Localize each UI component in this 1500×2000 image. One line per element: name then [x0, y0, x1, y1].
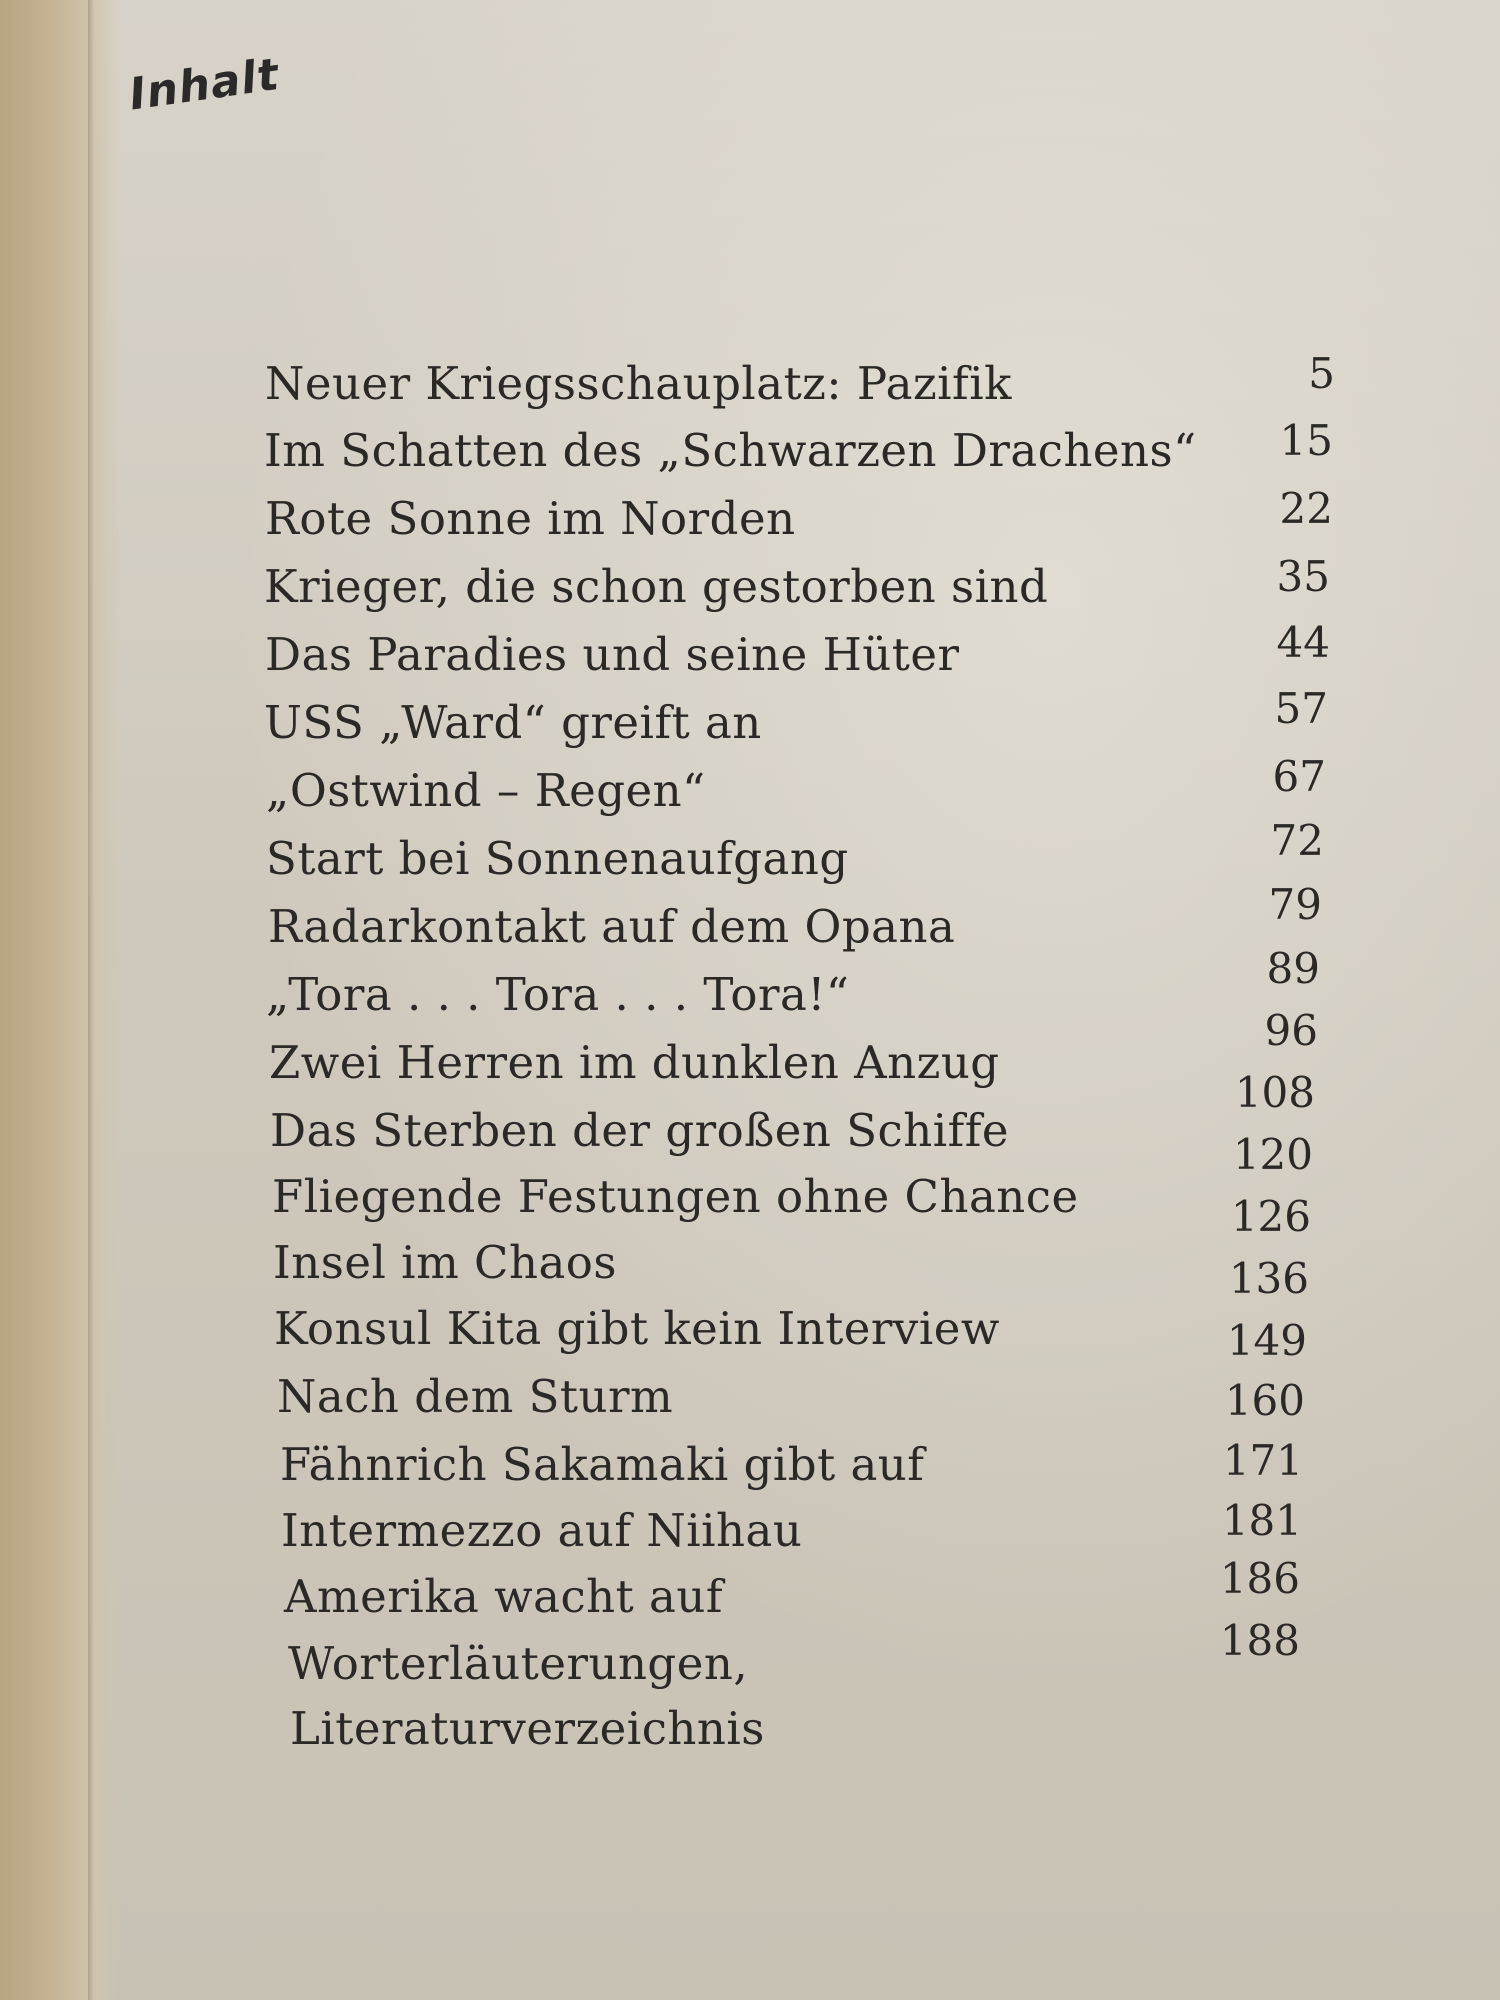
toc-entry [280, 1431, 1280, 1491]
toc-entry-title: Neuer Kriegsschauplatz: Pazifik [265, 357, 1012, 410]
toc-entry [266, 961, 1266, 1021]
toc-entry-page-number: 149 [1226, 1316, 1307, 1365]
toc-entry-page-number: 67 [1272, 752, 1326, 801]
toc-entry [264, 553, 1264, 613]
toc-entry-page-number: 79 [1268, 880, 1322, 929]
toc-entry [274, 1295, 1274, 1355]
toc-entry-page-number: 181 [1221, 1496, 1302, 1545]
toc-entry [264, 417, 1264, 477]
toc-entry-page-number: 5 [1308, 349, 1335, 398]
page-heading: Inhalt [126, 49, 283, 121]
toc-entry-title: Konsul Kita gibt kein Interview [274, 1302, 1000, 1355]
toc-entry-title: Fliegende Festungen ohne Chance [272, 1170, 1079, 1223]
toc-entry [288, 1630, 1288, 1690]
toc-entry [269, 1029, 1269, 1089]
toc-entry-title: Worterläuterungen, [288, 1637, 749, 1690]
toc-entry-page-number: 57 [1274, 684, 1328, 733]
toc-entry [265, 621, 1265, 681]
toc-entry-title: USS „Ward“ greift an [264, 696, 762, 749]
toc-entry [266, 757, 1266, 817]
toc-entry-title: Krieger, die schon gestorben sind [264, 560, 1049, 613]
toc-entry [281, 1497, 1281, 1557]
toc-entry [266, 825, 1266, 885]
toc-entry-title: Nach dem Sturm [277, 1370, 674, 1423]
toc-entry [265, 350, 1265, 410]
toc-entry-title: Literaturverzeichnis [290, 1702, 765, 1755]
toc-entry-page-number: 35 [1276, 552, 1330, 601]
toc-entry-title: Start bei Sonnenaufgang [266, 832, 849, 885]
toc-entry-title: Intermezzo auf Niihau [281, 1504, 803, 1557]
toc-entry-page-number: 72 [1270, 816, 1324, 865]
toc-entry-page-number: 160 [1224, 1376, 1305, 1425]
toc-entry-title: Das Sterben der großen Schiffe [270, 1104, 1010, 1157]
toc-entry [268, 893, 1268, 953]
toc-entry [264, 689, 1264, 749]
toc-entry-title: Insel im Chaos [273, 1236, 617, 1289]
toc-entry [273, 1229, 1273, 1289]
toc-entry [270, 1097, 1270, 1157]
toc-entry-title: Zwei Herren im dunklen Anzug [269, 1036, 1000, 1089]
toc-entry-page-number: 186 [1219, 1554, 1300, 1603]
toc-entry [290, 1695, 1290, 1755]
toc-entry-title: Im Schatten des „Schwarzen Drachens“ [264, 424, 1197, 477]
toc-entry-title: Fähnrich Sakamaki gibt auf [280, 1438, 925, 1491]
toc-entry-page-number: 96 [1264, 1006, 1318, 1055]
toc-entry [277, 1363, 1277, 1423]
toc-entry-page-number: 136 [1228, 1254, 1309, 1303]
toc-entry-page-number: 188 [1219, 1616, 1300, 1665]
toc-entry-page-number: 44 [1276, 618, 1330, 667]
toc-entry-title: Rote Sonne im Norden [265, 492, 796, 545]
toc-entry [284, 1563, 1284, 1623]
toc-entry-title: Das Paradies und seine Hüter [265, 628, 960, 681]
toc-entry [272, 1163, 1272, 1223]
toc-entry-page-number: 126 [1230, 1192, 1311, 1241]
toc-entry-title: Amerika wacht auf [284, 1570, 723, 1623]
toc-entry-page-number: 120 [1232, 1130, 1313, 1179]
toc-entry [265, 485, 1265, 545]
toc-entry-title: „Ostwind – Regen“ [266, 764, 706, 817]
toc-entry-page-number: 171 [1222, 1436, 1303, 1485]
toc-entry-page-number: 108 [1234, 1068, 1315, 1117]
toc-entry-title: Radarkontakt auf dem Opana [268, 900, 956, 953]
toc-entry-page-number: 15 [1279, 416, 1333, 465]
toc-entry-page-number: 89 [1266, 944, 1320, 993]
toc-entry-title: „Tora . . . Tora . . . Tora!“ [266, 968, 850, 1021]
toc-entry-page-number: 22 [1279, 484, 1333, 533]
